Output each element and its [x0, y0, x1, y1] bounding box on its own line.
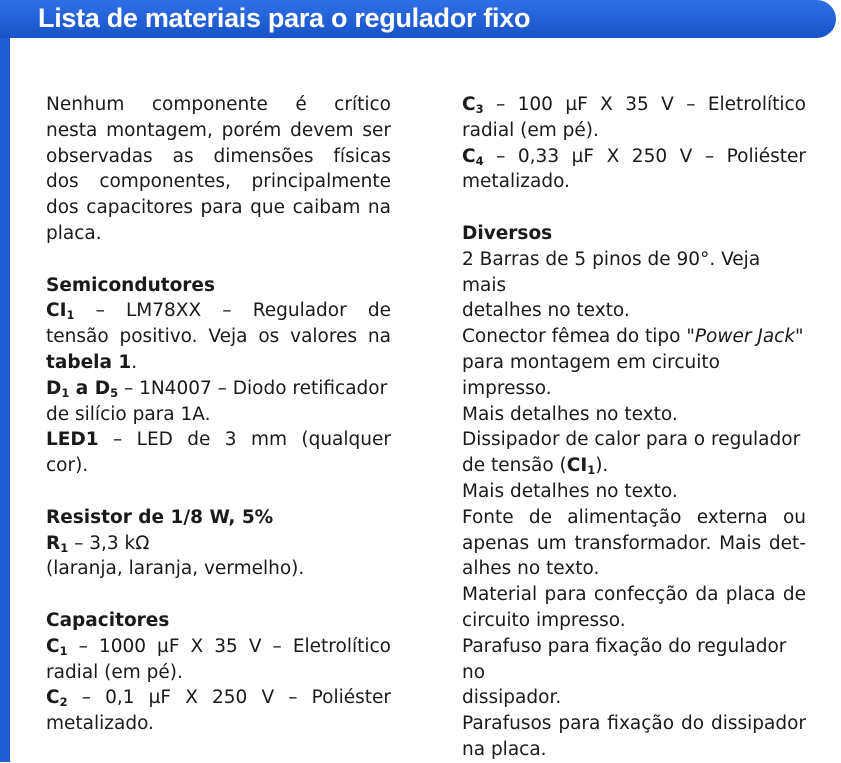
diodes-text: – 1N4007 – Diodo retificador [118, 377, 388, 399]
dissipador-line [462, 453, 806, 479]
conector-line [462, 324, 806, 350]
c4-ref: C [462, 145, 476, 167]
diversos-line: detalhes no texto. [462, 300, 630, 322]
ci1-end: . [131, 351, 138, 373]
dissipador-end: ). [595, 455, 609, 477]
ci1-text: – LM78XX – Regulador de [74, 300, 391, 322]
diversos-line: Parafusos para fixação do dissipador [462, 713, 806, 735]
diversos-line: alhes no texto. [462, 558, 600, 580]
diversos-line: Dissipador de calor para o regulador [462, 429, 801, 451]
ci1-item [46, 298, 391, 324]
led-text: – LED de 3 mm (qualquer [98, 429, 391, 451]
diversos-line: circuito impresso. [462, 609, 626, 631]
r1-value: – 3,3 kΩ [68, 532, 150, 554]
intro-line: dos componentes, principalmente [46, 171, 391, 193]
capacitores-heading: Capacitores [46, 609, 170, 631]
d1-ref: D [46, 377, 62, 399]
ci1-sub: 1 [66, 308, 75, 323]
diversos-line: na placa. [462, 738, 547, 760]
dissipador-text: de tensão ( [462, 455, 567, 477]
c3-line: radial (em pé). [462, 119, 599, 141]
d-mid: a D [69, 377, 111, 399]
diversos-line: Parafuso para fixação do regulador no [462, 635, 787, 683]
conector-text: Conector fêmea do tipo " [462, 326, 695, 348]
intro-line: nesta montagem, porém devem ser [46, 119, 391, 141]
c2-ref: C [46, 687, 60, 709]
dissipador-sub: 1 [587, 463, 596, 478]
tabela-ref: tabela 1 [46, 351, 132, 373]
diversos-line: Mais detalhes no texto. [462, 480, 678, 502]
left-column [46, 92, 391, 737]
diversos-line: apenas um transformador. Mais det- [462, 532, 806, 554]
resistor-heading: Resistor de 1/8 W, 5% [46, 506, 274, 528]
ci1-ref: CI [46, 300, 67, 322]
c4-sub: 4 [475, 153, 484, 168]
c1-line: radial (em pé). [46, 661, 183, 683]
c2-item [46, 685, 391, 711]
c4-text: – 0,33 µF X 250 V – Poliéster [483, 145, 806, 167]
c2-sub: 2 [59, 695, 68, 710]
r1-colors: (laranja, laranja, vermelho). [46, 558, 305, 580]
intro-line: observadas as dimensões físicas [46, 145, 391, 167]
c1-text: – 1000 µF X 35 V – Eletrolítico [67, 635, 391, 657]
c2-text: – 0,1 µF X 250 V – Poliéster [67, 687, 391, 709]
c2-line: metalizado. [46, 713, 154, 735]
c4-item [462, 144, 806, 170]
ci1-line [46, 350, 391, 376]
left-accent-bar [0, 0, 10, 762]
diodes-item [46, 376, 391, 402]
led-line: cor). [46, 455, 89, 477]
diversos-line: Fonte de alimentação externa ou [462, 506, 806, 528]
dissipador-ref: CI [566, 455, 588, 477]
ci1-line: tensão positivo. Veja os valores na [46, 326, 391, 348]
c3-item [462, 92, 806, 118]
page-title: Lista de materiais para o regulador fixo [38, 3, 531, 33]
diversos-line: dissipador. [462, 687, 562, 709]
semicondutores-heading: Semicondutores [46, 274, 215, 296]
intro-line: dos capacitores para que caibam na [46, 197, 391, 219]
intro-paragraph [46, 92, 391, 247]
r1-ref: R [46, 532, 61, 554]
diversos-line: para montagem em circuito impresso. [462, 351, 720, 399]
diversos-heading: Diversos [462, 222, 553, 244]
intro-line: placa. [46, 222, 102, 244]
r1-sub: 1 [60, 540, 69, 555]
intro-line: Nenhum componente é crítico [46, 94, 391, 115]
d1-sub: 1 [61, 385, 70, 400]
c4-line: metalizado. [462, 171, 570, 193]
led-item [46, 427, 391, 453]
r1-item [46, 531, 391, 557]
c3-sub: 3 [475, 101, 484, 116]
c3-text: – 100 µF X 35 V – Eletrolítico [483, 94, 806, 115]
right-column [462, 92, 806, 763]
diversos-line: Mais detalhes no texto. [462, 403, 678, 425]
diversos-line: Material para confecção da placa de [462, 584, 806, 606]
conector-quote: " [795, 326, 804, 348]
c1-ref: C [46, 635, 60, 657]
title-bar [0, 0, 836, 38]
diversos-line: 2 Barras de 5 pinos de 90°. Veja mais [462, 248, 761, 296]
d5-sub: 5 [110, 385, 119, 400]
led-ref: LED1 [46, 429, 99, 451]
diodes-line: de silício para 1A. [46, 403, 211, 425]
c3-ref: C [462, 94, 476, 115]
power-jack-text: Power Jack [694, 326, 796, 348]
c1-item [46, 634, 391, 660]
c1-sub: 1 [59, 643, 68, 658]
